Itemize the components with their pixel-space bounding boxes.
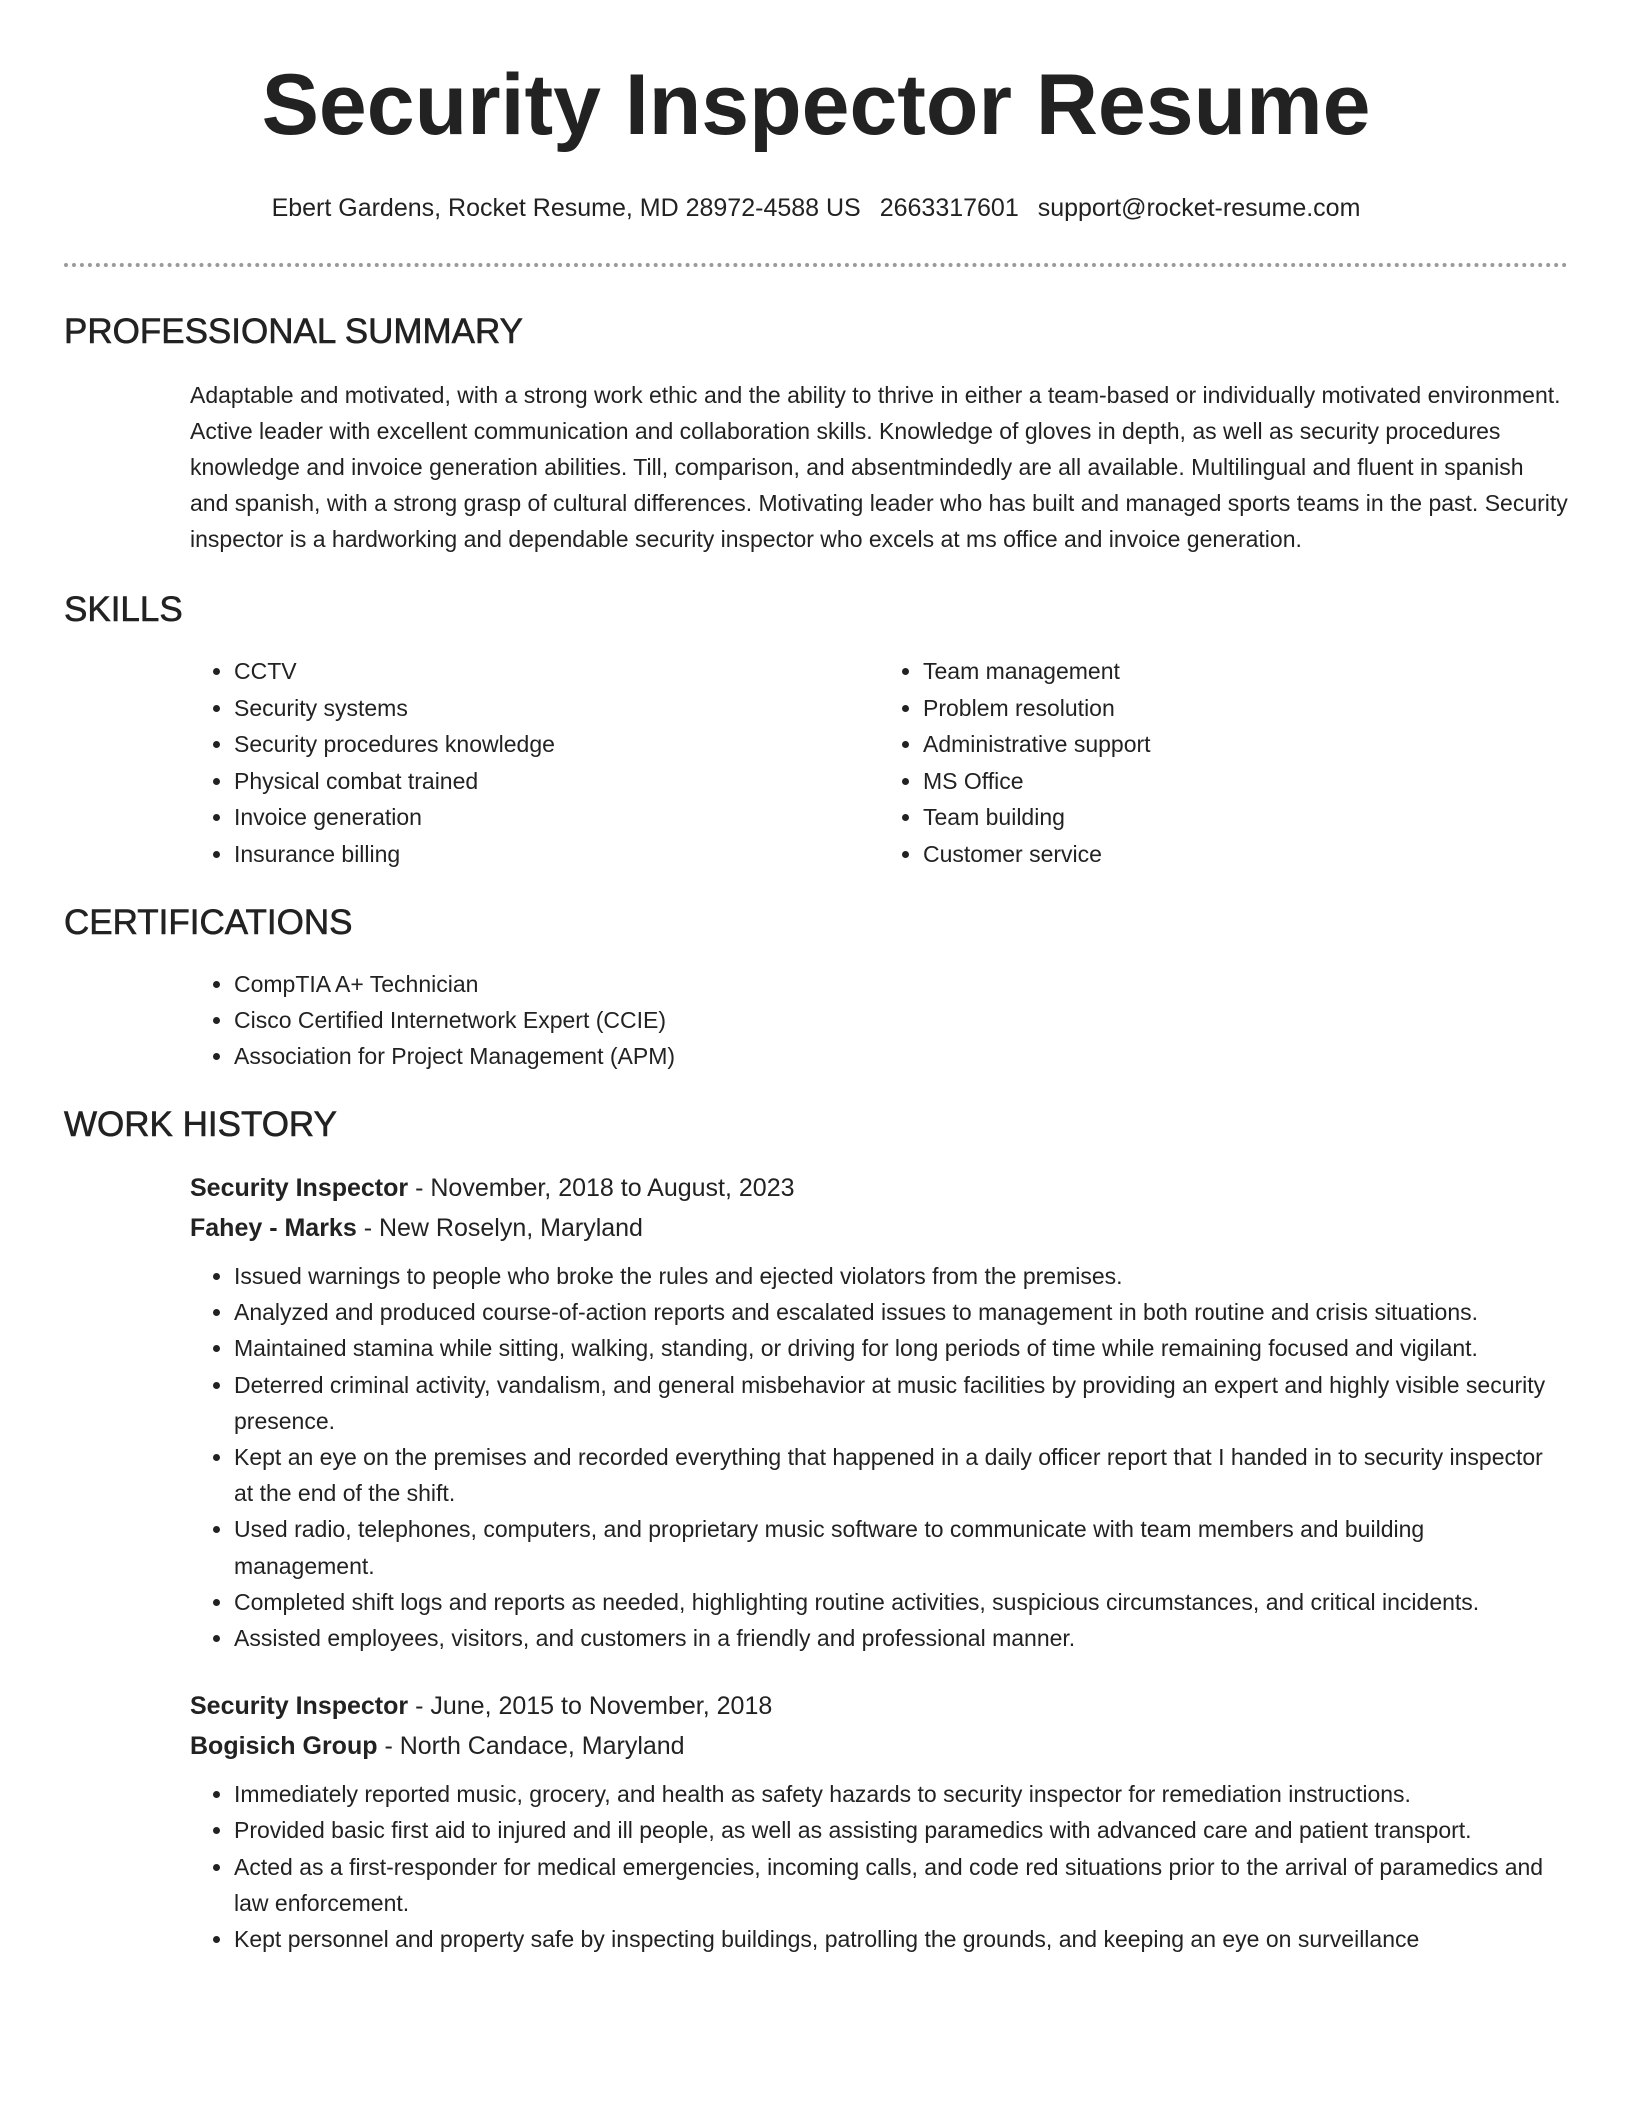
job-bullet: • Completed shift logs and reports as needed, highlighting routine activities, suspicious circumstances, and critical incidents. [234, 1584, 1568, 1620]
job-title-line [190, 1168, 1568, 1208]
job-location: - North Candace, Maryland [377, 1732, 685, 1761]
section-heading-work-history: WORK HISTORY [64, 1105, 337, 1144]
header-divider [64, 263, 1568, 267]
job-entry [190, 1686, 1568, 1957]
job-bullet: • Kept an eye on the premises and recorded everything that happened in a daily officer report that I handed in to security inspector at the end of the shift. [234, 1439, 1568, 1511]
contact-email[interactable]: support@rocket-resume.com [1037, 194, 1361, 222]
certification-item: • Cisco Certified Internetwork Expert (CCIE) [234, 1002, 1568, 1038]
job-title: Security Inspector [190, 1692, 409, 1721]
section-heading-skills: SKILLS [64, 590, 183, 629]
job-company: Bogisich Group [190, 1732, 378, 1761]
certifications-list [190, 966, 1568, 1074]
job-bullet: • Assisted employees, visitors, and customers in a friendly and professional manner. [234, 1620, 1568, 1656]
skill-item: • Problem resolution [923, 690, 1568, 727]
skill-item: • Security procedures knowledge [234, 726, 879, 763]
job-bullet: • Kept personnel and property safe by inspecting buildings, patrolling the grounds, and keeping an eye on surveillance [234, 1921, 1568, 1957]
job-bullet: • Provided basic first aid to injured and ill people, as well as assisting paramedics with advanced care and patient transport. [234, 1812, 1568, 1848]
certification-item: • CompTIA A+ Technician [234, 966, 1568, 1002]
job-title-line [190, 1686, 1568, 1726]
job-bullet: • Maintained stamina while sitting, walking, standing, or driving for long periods of time while remaining focused and vigilant. [234, 1330, 1568, 1366]
skill-item: • Administrative support [923, 726, 1568, 763]
skill-item: • Physical combat trained [234, 763, 879, 800]
job-company-line [190, 1726, 1568, 1766]
skills-grid [190, 653, 1568, 872]
job-bullets [190, 1776, 1568, 1957]
contact-address: Ebert Gardens, Rocket Resume, MD 28972-4588 US [271, 194, 861, 222]
job-bullet: • Analyzed and produced course-of-action reports and escalated issues to management in both routine and crisis situations. [234, 1294, 1568, 1330]
contact-phone: 2663317601 [879, 194, 1019, 222]
skill-item: • CCTV [234, 653, 879, 690]
summary-text: Adaptable and motivated, with a strong work ethic and the ability to thrive in either a team-based or individually motivated environment. Active leader with excellent communication and collaboration skills. Knowledge of gloves in depth, as well as security procedures knowledge and invoice generation abilities. Till, comparison, and absentmindedly are all available. Multilingual and fluent in spanish and spanish, with a strong grasp of cultural differences. Motivating leader who has built and managed sports teams in the past. Security inspector is a hardworking and dependable security inspector who excels at ms office and invoice generation. [190, 382, 1568, 552]
skills-column-right [879, 653, 1568, 872]
job-bullet: • Immediately reported music, grocery, and health as safety hazards to security inspector for remediation instructions. [234, 1776, 1568, 1812]
job-entry [190, 1168, 1568, 1656]
job-bullet: • Acted as a first-responder for medical emergencies, incoming calls, and code red situations prior to the arrival of paramedics and law enforcement. [234, 1849, 1568, 1921]
section-heading-certifications: CERTIFICATIONS [64, 903, 353, 942]
job-bullet: • Deterred criminal activity, vandalism, and general misbehavior at music facilities by providing an expert and highly visible security presence. [234, 1367, 1568, 1439]
job-dates: - June, 2015 to November, 2018 [408, 1692, 773, 1721]
skill-item: • Team management [923, 653, 1568, 690]
section-heading-summary: PROFESSIONAL SUMMARY [64, 312, 523, 351]
job-title: Security Inspector [190, 1174, 409, 1202]
skill-item: • Invoice generation [234, 799, 879, 836]
skill-item: • Team building [923, 799, 1568, 836]
skill-item: • Security systems [234, 690, 879, 727]
job-location: - New Roselyn, Maryland [356, 1214, 643, 1242]
job-company-line [190, 1208, 1568, 1248]
job-dates: - November, 2018 to August, 2023 [408, 1174, 795, 1202]
contact-line [64, 193, 1568, 223]
resume-title: Security Inspector Resume [261, 57, 1371, 153]
job-bullet: • Issued warnings to people who broke the rules and ejected violators from the premises. [234, 1258, 1568, 1294]
job-company: Fahey - Marks [190, 1214, 357, 1242]
job-bullet: • Used radio, telephones, computers, and proprietary music software to communicate with team members and building management. [234, 1511, 1568, 1583]
skill-item: • Customer service [923, 836, 1568, 873]
skill-item: • Insurance billing [234, 836, 879, 873]
skill-item: • MS Office [923, 763, 1568, 800]
certification-item: • Association for Project Management (APM) [234, 1038, 1568, 1074]
job-bullets [190, 1258, 1568, 1656]
skills-column-left [190, 653, 879, 872]
